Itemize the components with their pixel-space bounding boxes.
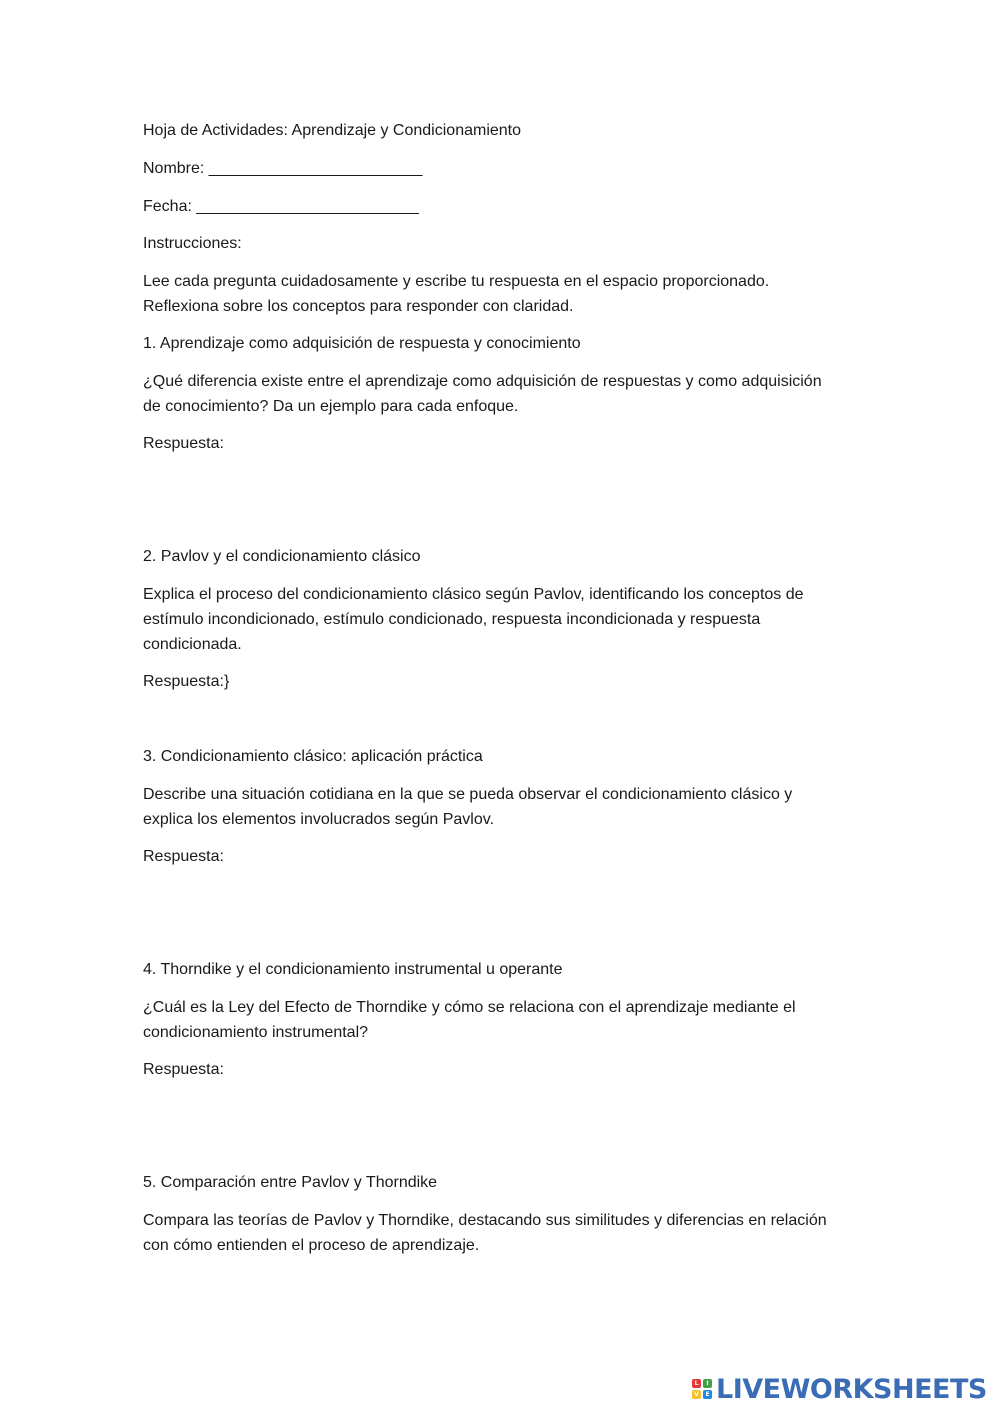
instructions-heading: Instrucciones:	[143, 235, 242, 252]
question-text-line: estímulo incondicionado, estímulo condicionado, respuesta incondicionada y respuesta	[143, 611, 761, 628]
answer-label: Respuesta:}	[143, 673, 230, 690]
question-heading: 1. Aprendizaje como adquisición de respuesta y conocimiento	[143, 335, 581, 352]
logo-tile: I	[703, 1379, 712, 1388]
question-text-line: Compara las teorías de Pavlov y Thorndike, destacando sus similitudes y diferencias en relación	[143, 1212, 827, 1229]
question-text-line: explica los elementos involucrados según Pavlov.	[143, 811, 495, 828]
question-text-line: Describe una situación cotidiana en la que se pueda observar el condicionamiento clásico y	[143, 786, 793, 803]
question-heading: 3. Condicionamiento clásico: aplicación práctica	[143, 748, 483, 765]
answer-label: Respuesta:	[143, 435, 224, 452]
instructions-text-line: Reflexiona sobre los conceptos para responder con claridad.	[143, 298, 574, 315]
question-heading: 2. Pavlov y el condicionamiento clásico	[143, 548, 421, 565]
question-text-line: ¿Qué diferencia existe entre el aprendizaje como adquisición de respuestas y como adquisición	[143, 373, 822, 390]
logo-tile: E	[703, 1390, 712, 1399]
question-text-line: condicionamiento instrumental?	[143, 1024, 369, 1041]
date-field-line: Fecha: _________________________	[143, 198, 419, 215]
question-text-line: con cómo entienden el proceso de aprendizaje.	[143, 1237, 480, 1254]
question-text-line: ¿Cuál es la Ley del Efecto de Thorndike y cómo se relaciona con el aprendizaje mediante el	[143, 999, 796, 1016]
name-field-line: Nombre: ________________________	[143, 160, 423, 177]
answer-label: Respuesta:	[143, 1061, 224, 1078]
question-text-line: de conocimiento? Da un ejemplo para cada enfoque.	[143, 398, 519, 415]
question-heading: 5. Comparación entre Pavlov y Thorndike	[143, 1174, 438, 1191]
instructions-text-line: Lee cada pregunta cuidadosamente y escribe tu respuesta en el espacio proporcionado.	[143, 273, 770, 290]
answer-label: Respuesta:	[143, 848, 224, 865]
question-text-line: Explica el proceso del condicionamiento clásico según Pavlov, identificando los conceptos de	[143, 586, 804, 603]
liveworksheets-brand[interactable]	[692, 1374, 987, 1404]
worksheet-title: Hoja de Actividades: Aprendizaje y Condicionamiento	[143, 122, 522, 139]
question-heading: 4. Thorndike y el condicionamiento instrumental u operante	[143, 961, 563, 978]
logo-tile: V	[692, 1390, 701, 1399]
logo-tile: L	[692, 1379, 701, 1388]
brand-name: LIVEWORKSHEETS	[716, 1373, 987, 1405]
question-text-line: condicionada.	[143, 636, 242, 653]
liveworksheets-logo-icon	[692, 1379, 712, 1399]
